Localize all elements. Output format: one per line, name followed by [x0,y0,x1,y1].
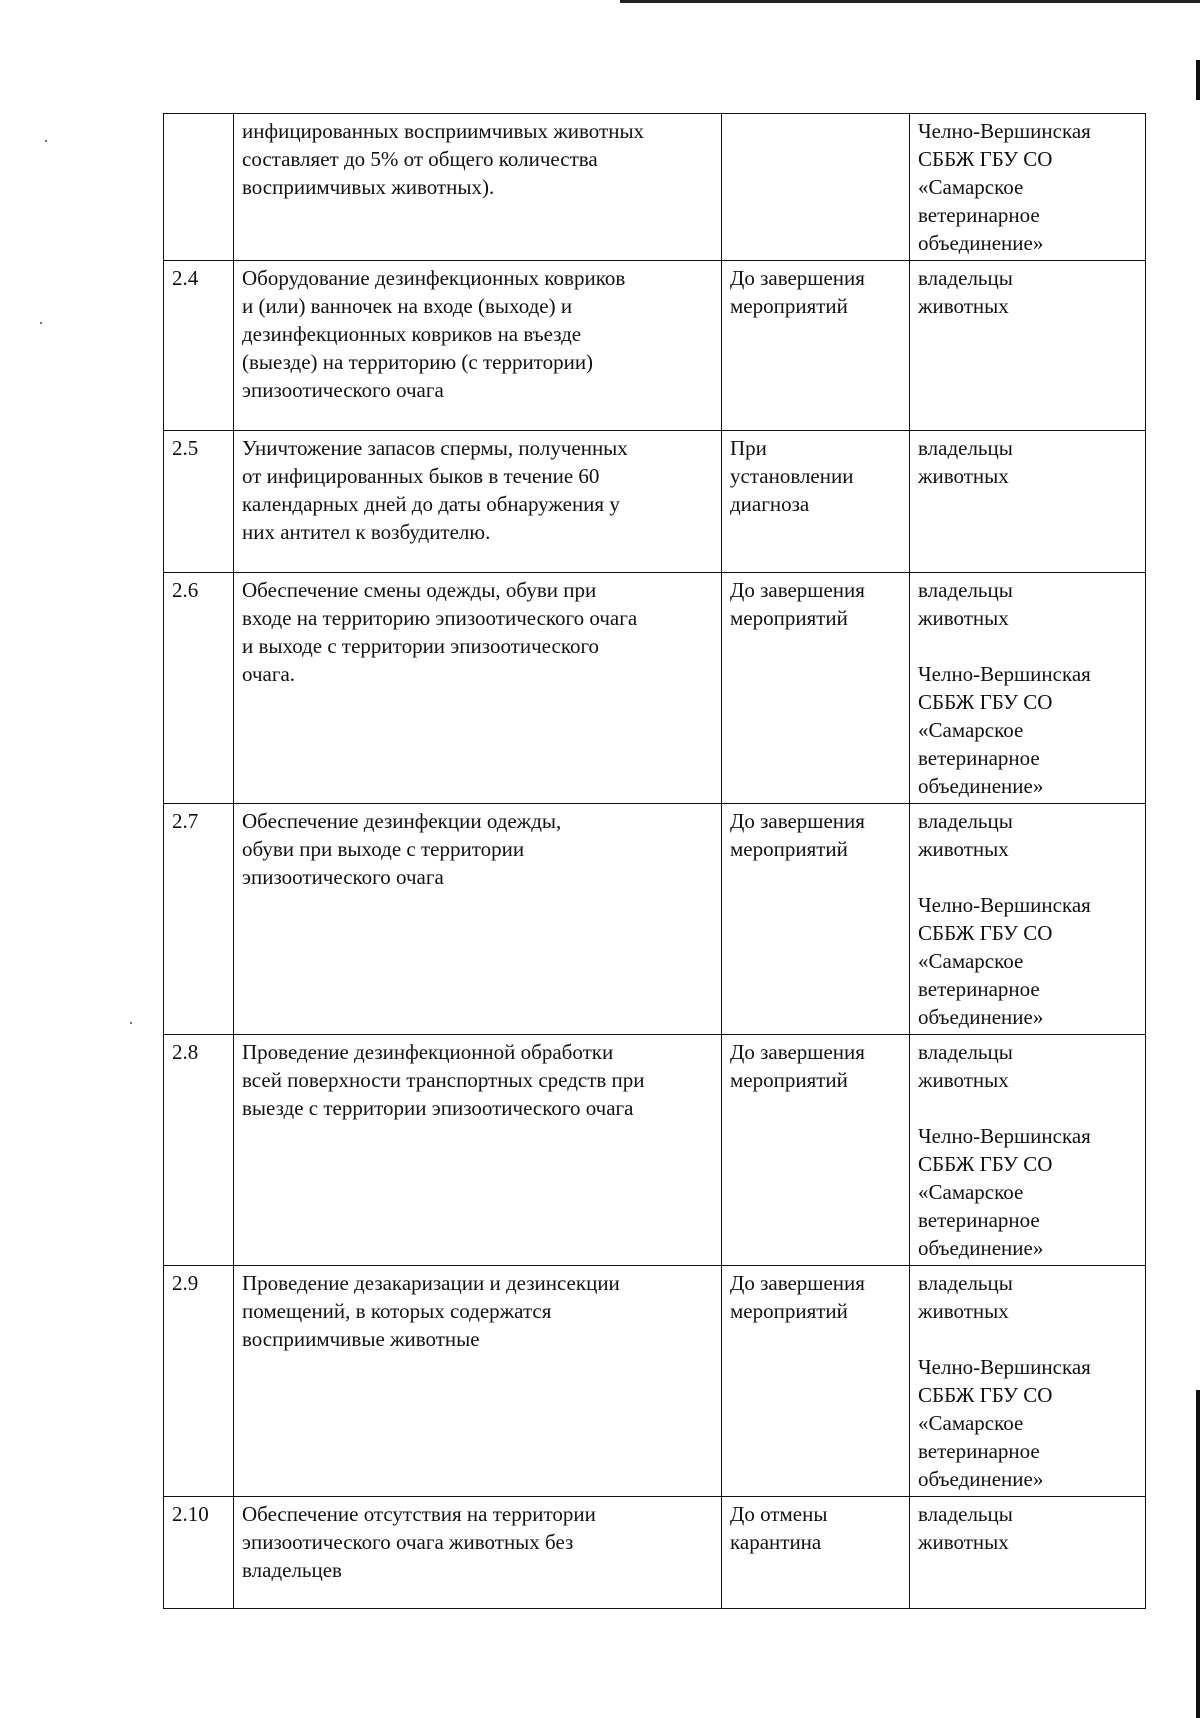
row-number: 2.7 [164,804,234,1035]
scan-top-edge-line [620,0,1200,3]
spacer [918,863,1137,891]
row-number [164,114,234,261]
scan-right-edge-mark [1196,60,1200,100]
responsible-vet-service: Челно-Вершинская СББЖ ГБУ СО «Самарское ветеринарное объединение» [918,1124,1091,1260]
measure-description [234,1266,722,1497]
description-text: Обеспечение дезинфекции одежды, обуви при выходе с территории эпизоотического очага [242,809,562,889]
term-text: До завершения мероприятий [730,266,865,318]
measure-term [722,1266,910,1497]
row-number: 2.10 [164,1497,234,1609]
measure-responsible [910,1266,1146,1497]
responsible-owners: владельцы животных [918,1040,1013,1092]
measure-term [722,114,910,261]
table-row [164,1035,1146,1266]
row-number: 2.9 [164,1266,234,1497]
measure-responsible [910,804,1146,1035]
description-text: инфицированных восприимчивых животных составляет до 5% от общего количества восприимчивых животных). [242,119,645,199]
measure-description [234,804,722,1035]
description-text: Проведение дезакаризации и дезинсекции помещений, в которых содержатся восприимчивые животные [242,1271,620,1351]
measure-term [722,431,910,573]
table-row [164,431,1146,573]
responsible-owners: владельцы животных [918,1271,1013,1323]
measure-description [234,261,722,431]
responsible-owners: владельцы животных [918,578,1013,630]
scan-speck [40,322,42,324]
measure-term [722,573,910,804]
row-number: 2.4 [164,261,234,431]
term-text: При установлении диагноза [730,436,854,516]
table-row [164,1266,1146,1497]
measure-responsible [910,573,1146,804]
responsible-vet-service: Челно-Вершинская СББЖ ГБУ СО «Самарское ветеринарное объединение» [918,893,1091,1029]
term-text: До завершения мероприятий [730,1271,865,1323]
measure-term [722,1497,910,1609]
responsible-owners: владельцы животных [918,436,1013,488]
term-text: До отмены карантина [730,1502,828,1554]
scan-right-edge-mark [1196,1390,1200,1718]
term-text: До завершения мероприятий [730,809,865,861]
description-text: Оборудование дезинфекционных ковриков и (или) ванночек на входе (выходе) и дезинфекционных ковриков на въезде (выезде) на территорию (с территории) эпизоотического очага [242,266,626,402]
table-row [164,261,1146,431]
description-text: Уничтожение запасов спермы, полученных от инфицированных быков в течение 60 календарных дней до даты обнаружения у них антител к возбудителю. [242,436,628,544]
description-text: Обеспечение отсутствия на территории эпизоотического очага животных без владельцев [242,1502,596,1582]
responsible-owners: владельцы животных [918,1502,1013,1554]
spacer [918,632,1137,660]
description-text: Обеспечение смены одежды, обуви при входе на территорию эпизоотического очага и выходе с территории эпизоотического очага. [242,578,638,686]
measure-description [234,114,722,261]
row-number: 2.8 [164,1035,234,1266]
term-text: До завершения мероприятий [730,1040,865,1092]
measure-responsible [910,1497,1146,1609]
scan-speck [45,140,47,142]
scan-speck [130,1022,132,1024]
spacer [918,1325,1137,1353]
measure-description [234,1497,722,1609]
measures-table [163,113,1146,1609]
row-number: 2.5 [164,431,234,573]
table-row [164,1497,1146,1609]
measure-term [722,804,910,1035]
responsible-vet-service: Челно-Вершинская СББЖ ГБУ СО «Самарское ветеринарное объединение» [918,662,1091,798]
measure-term [722,1035,910,1266]
measure-responsible [910,114,1146,261]
table-row [164,114,1146,261]
measure-description [234,431,722,573]
responsible-owners: владельцы животных [918,266,1013,318]
term-text: До завершения мероприятий [730,578,865,630]
measure-term [722,261,910,431]
row-number: 2.6 [164,573,234,804]
table-row [164,573,1146,804]
measure-responsible [910,1035,1146,1266]
responsible-vet-service: Челно-Вершинская СББЖ ГБУ СО «Самарское ветеринарное объединение» [918,1355,1091,1491]
table-row [164,804,1146,1035]
measure-responsible [910,431,1146,573]
measure-responsible [910,261,1146,431]
spacer [918,1094,1137,1122]
responsible-vet-service: Челно-Вершинская СББЖ ГБУ СО «Самарское ветеринарное объединение» [918,119,1091,255]
description-text: Проведение дезинфекционной обработки всей поверхности транспортных средств при выезде с территории эпизоотического очага [242,1040,645,1120]
responsible-owners: владельцы животных [918,809,1013,861]
measure-description [234,1035,722,1266]
measure-description [234,573,722,804]
